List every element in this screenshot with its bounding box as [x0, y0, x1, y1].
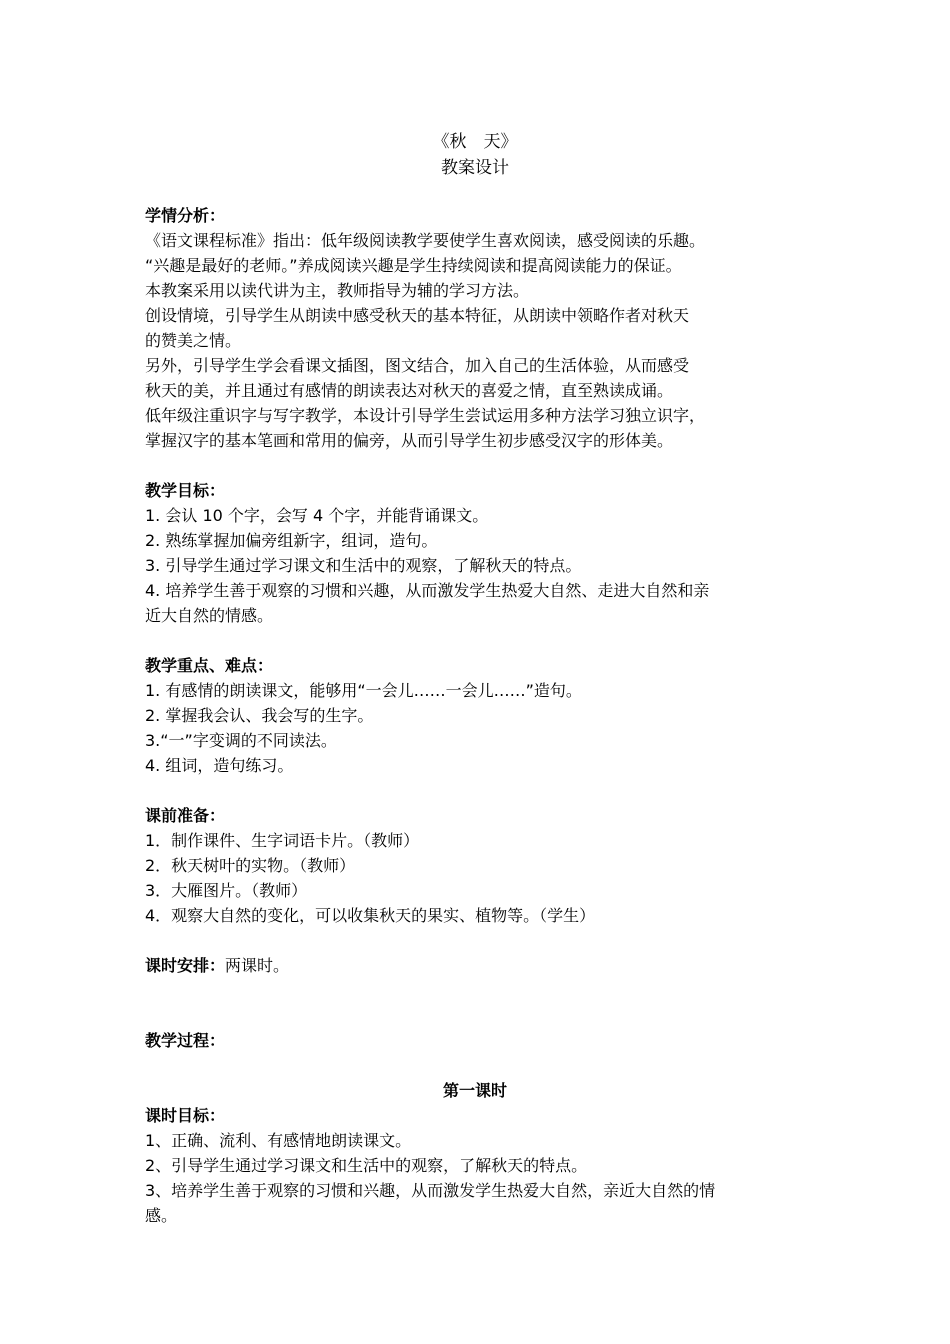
analysis-line: 秋天的美，并且通过有感情的朗读表达对秋天的喜爱之情，直至熟读成诵。 [145, 381, 674, 400]
spacer [145, 1053, 835, 1078]
lesson1-goal-item: 3、培养学生善于观察的习惯和兴趣，从而激发学生热爱大自然，亲近大自然的情 [145, 1181, 716, 1200]
lesson1-goal-item: 2、引导学生通过学习课文和生活中的观察，了解秋天的特点。 [145, 1156, 588, 1175]
goal-item: 近大自然的情感。 [145, 606, 274, 625]
lesson1-goal-item: 感。 [145, 1206, 178, 1225]
spacer [145, 978, 835, 1003]
spacer [145, 778, 835, 803]
prep-item: 4．观察大自然的变化，可以收集秋天的果实、植物等。（学生） [145, 906, 596, 925]
prep-heading: 课前准备： [145, 806, 226, 825]
analysis-heading: 学情分析： [145, 206, 226, 225]
keypoint-item: 3.“一”字变调的不同读法。 [145, 731, 337, 750]
prep-item: 3．大雁图片。（教师） [145, 881, 308, 900]
lesson1-goal-item: 1、正确、流利、有感情地朗读课文。 [145, 1131, 412, 1150]
spacer [145, 628, 835, 653]
document-body [145, 203, 835, 1228]
analysis-line: 另外，引导学生学会看课文插图，图文结合，加入自己的生活体验，从而感受 [145, 356, 690, 375]
goal-item: 3. 引导学生通过学习课文和生活中的观察，了解秋天的特点。 [145, 556, 582, 575]
spacer [145, 1003, 835, 1028]
analysis-line: 的赞美之情。 [145, 331, 242, 350]
spacer [145, 453, 835, 478]
prep-item: 2．秋天树叶的实物。（教师） [145, 856, 356, 875]
analysis-line: 低年级注重识字与写字教学，本设计引导学生尝试运用多种方法学习独立识字， [145, 406, 706, 425]
lesson1-goals-heading: 课时目标： [145, 1106, 226, 1125]
keypoint-item: 2. 掌握我会认、我会写的生字。 [145, 706, 374, 725]
lesson1-heading: 第一课时 [442, 1081, 507, 1100]
schedule-text: 两课时。 [225, 956, 290, 975]
document-title: 《秋 天》 [432, 132, 518, 152]
keypoints-heading: 教学重点、难点： [145, 656, 274, 675]
prep-item: 1．制作课件、生字词语卡片。（教师） [145, 831, 420, 850]
keypoint-item: 4. 组词，造句练习。 [145, 756, 294, 775]
analysis-line: “兴趣是最好的老师。”养成阅读兴趣是学生持续阅读和提高阅读能力的保证。 [145, 256, 682, 275]
goal-item: 4. 培养学生善于观察的习惯和兴趣，从而激发学生热爱大自然、走进大自然和亲 [145, 581, 710, 600]
analysis-line: 掌握汉字的基本笔画和常用的偏旁，从而引导学生初步感受汉字的形体美。 [145, 431, 674, 450]
document-subtitle: 教案设计 [441, 158, 509, 178]
schedule-line [145, 953, 835, 978]
analysis-line: 《语文课程标准》指出：低年级阅读教学要使学生喜欢阅读，感受阅读的乐趣。 [145, 231, 706, 250]
goal-item: 2. 熟练掌握加偏旁组新字，组词，造句。 [145, 531, 438, 550]
keypoint-item: 1. 有感情的朗读课文，能够用“一会儿……一会儿……”造句。 [145, 681, 582, 700]
spacer [145, 928, 835, 953]
goals-heading: 教学目标： [145, 481, 226, 500]
analysis-line: 创设情境，引导学生从朗读中感受秋天的基本特征，从朗读中领略作者对秋天 [145, 306, 690, 325]
goal-item: 1. 会认 10 个字，会写 4 个字，并能背诵课文。 [145, 506, 489, 525]
analysis-line: 本教案采用以读代讲为主，教师指导为辅的学习方法。 [145, 281, 530, 300]
schedule-heading: 课时安排： [145, 956, 226, 975]
process-heading: 教学过程： [145, 1031, 226, 1050]
